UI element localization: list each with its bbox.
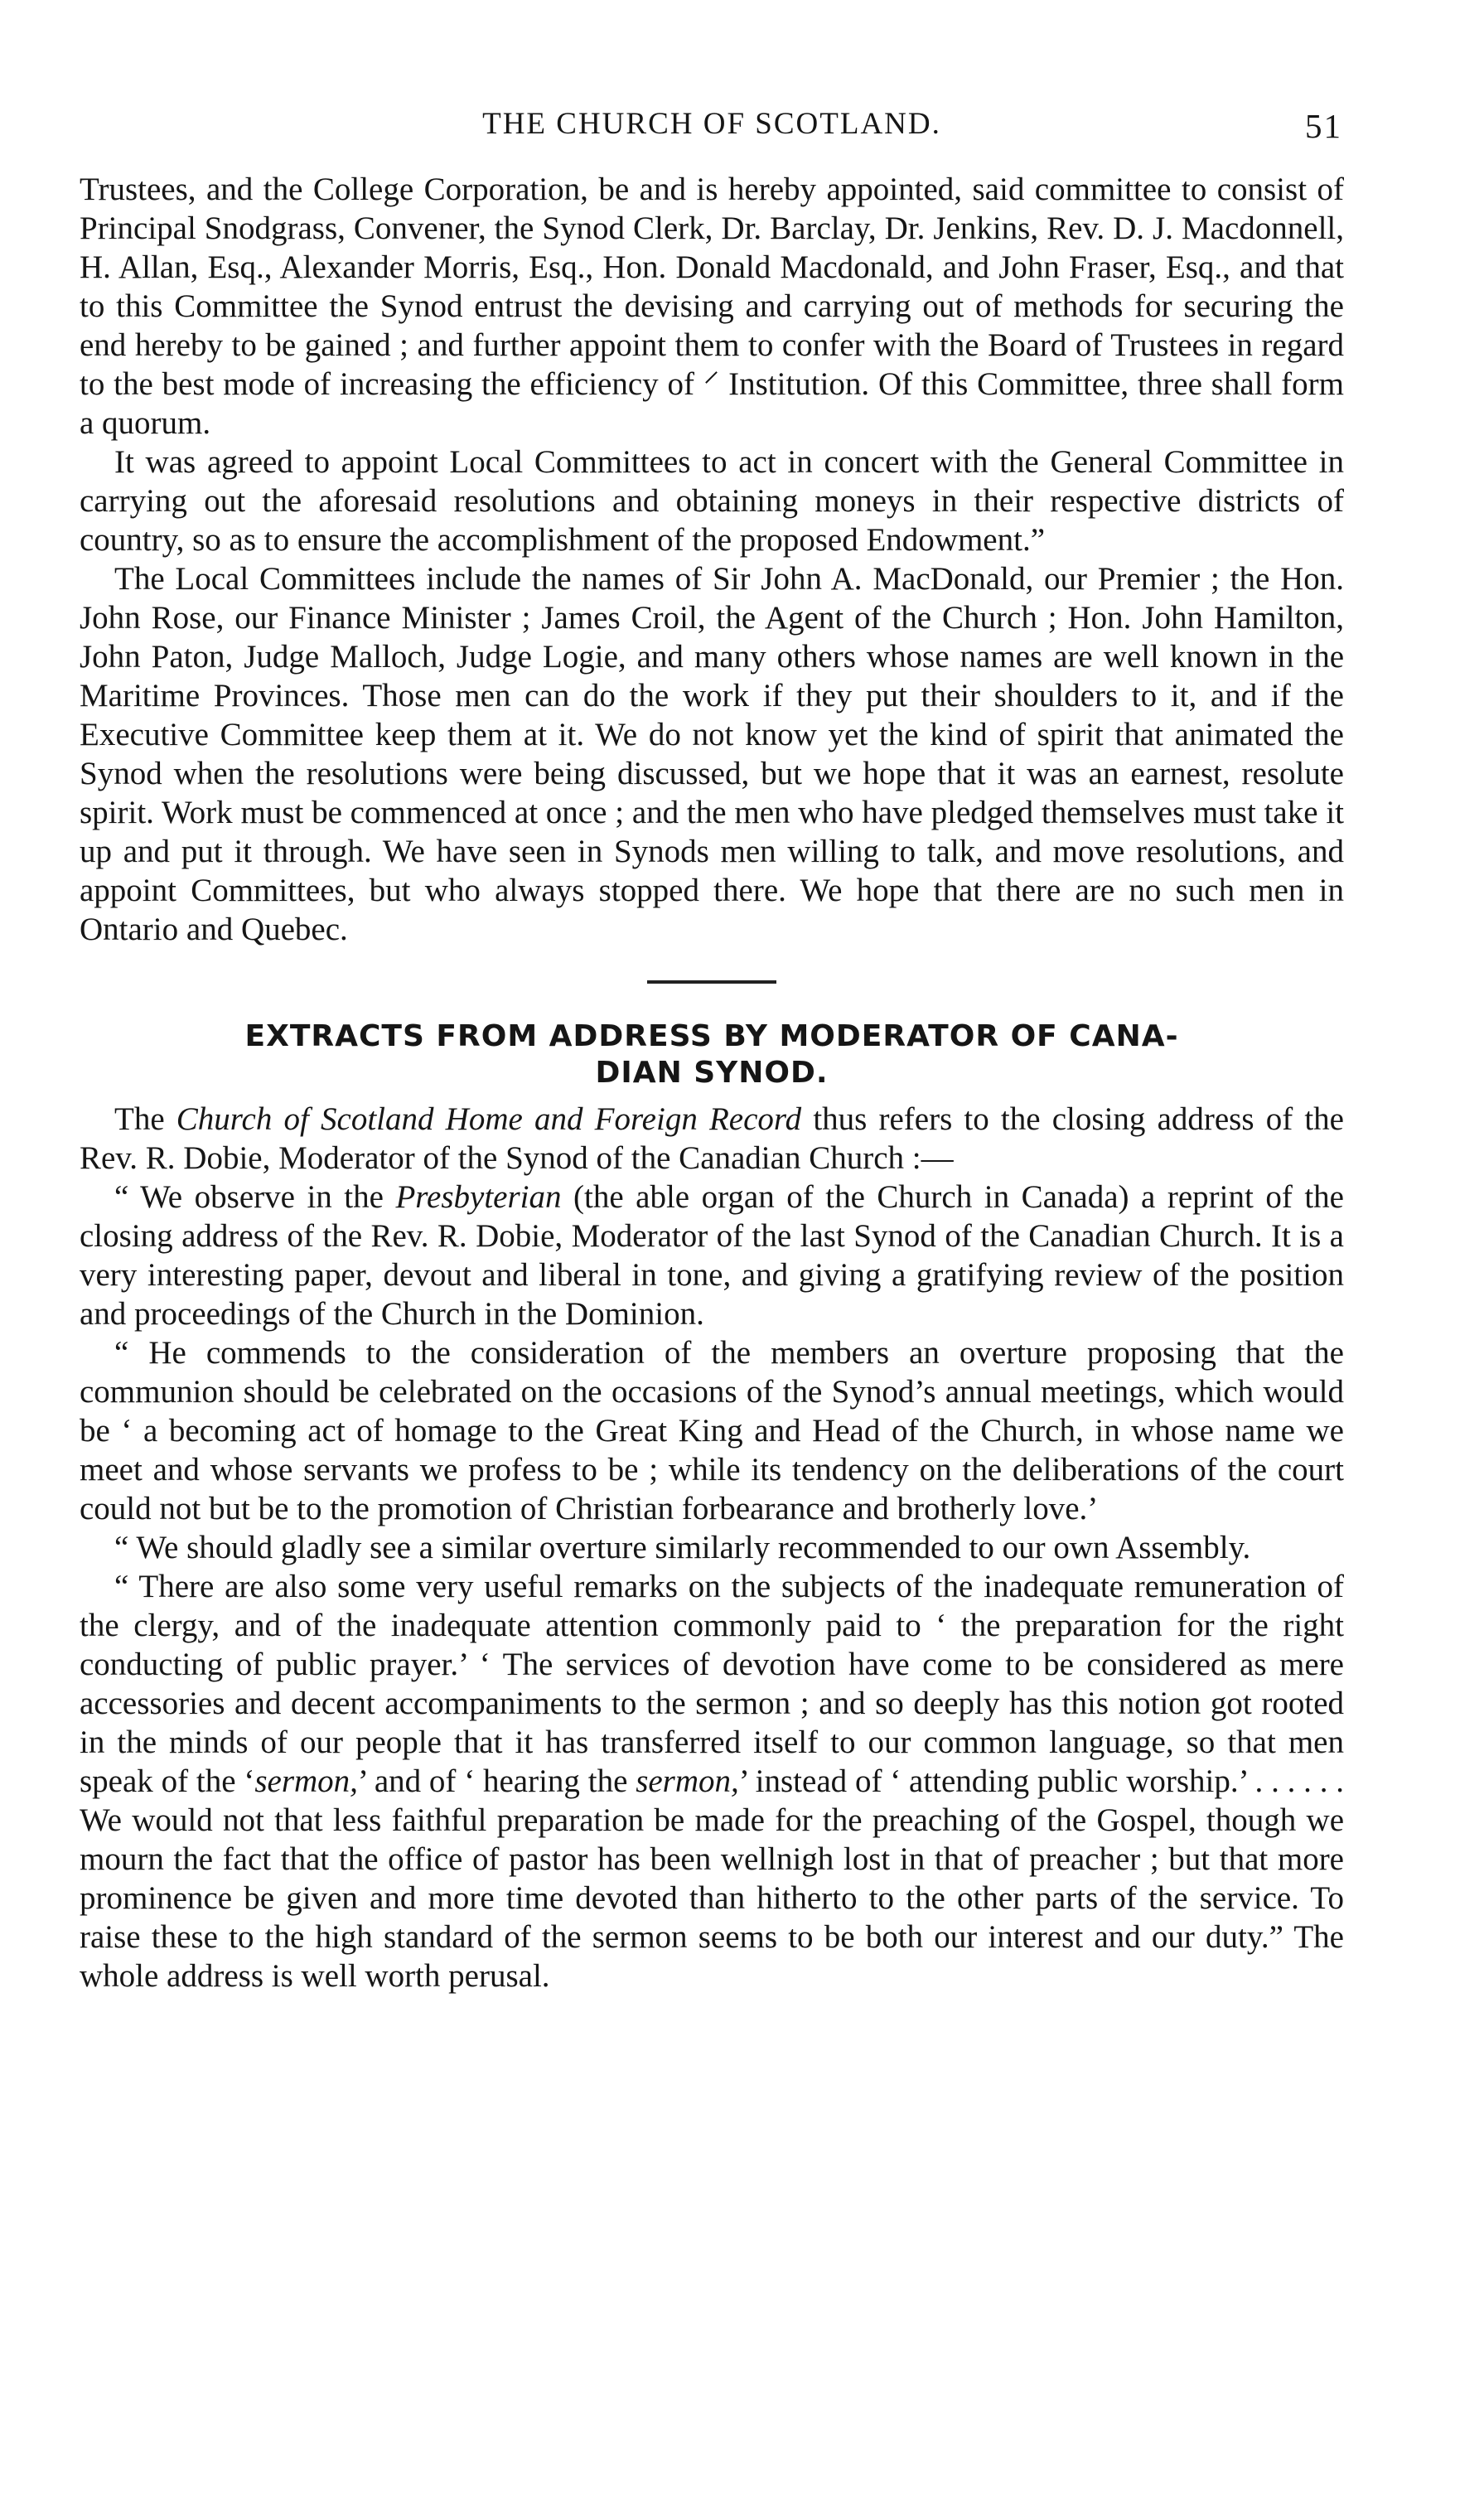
quote1-text-2: (the able organ of the Church in Canada) a reprint of the closing address of the Rev. R. Dobie, Moderator of the last Synod of the Canadian Church. It is a very interesting paper, devout and liberal in tone, and giving a gratifying review of the position and proceedings of the Church in the Dominion.: [80, 1179, 1344, 1332]
paragraph-quote-3: “ We should gladly see a similar overture similarly recommended to our own Assembly.: [114, 1530, 1251, 1565]
paragraph-quote-4: [80, 1567, 1344, 1995]
quote1-publication-title: Presbyterian: [395, 1179, 562, 1215]
quote1-text-1: “ We observe in the: [114, 1179, 396, 1215]
running-head: [81, 106, 1342, 156]
paragraph-intro: [80, 1100, 1344, 1178]
page-number: 51: [1305, 107, 1342, 145]
quote4-text-1: “ There are also some very useful remarks on the subjects of the inadequate remuneration of the clergy, and of the inadequate attention commonly paid to ‘ the preparation for the right conducting of public prayer.’ ‘ The services of devotion have come to be considered as mere accessories and decent accompaniments to the sermon ; and so deeply has this notion got rooted in the minds of our people that it has transferred itself to our common language, so that men speak of the ‘: [80, 1569, 1344, 1799]
page-body: [80, 170, 1344, 1995]
paragraph-quote-2: “ He commends to the consideration of the members an overture proposing that the communion should be celebrated on the occasions of the Synod’s annual meetings, which would be ‘ a becoming act of homage to the Great King and Head of the Church, in whose name we meet and whose servants we profess to be ; while its tendency on the deliberations of the court could not but be to the promotion of Christian forbearance and brotherly love.’: [80, 1335, 1344, 1526]
intro-text-1: The: [114, 1101, 176, 1137]
paragraph-local-committees: It was agreed to appoint Local Committees to act in concert with the General Committee in carrying out the aforesaid resolutions and obtaining moneys in their respective districts of country, so as to ensure the accomplishment of the proposed Endowment.”: [80, 444, 1344, 558]
paragraph-continuation: Trustees, and the College Corporation, be and is hereby appointed, said committee to consist of Principal Snodgrass, Convener, the Synod Clerk, Dr. Barclay, Dr. Jenkins, Rev. D. J. Macdonnell, H. Allan, Esq., Alexander Morris, Esq., Hon. Donald Macdonald, and John Fraser, Esq., and that to this Committee the Synod entrust the devising and carrying out of methods for securing the end hereby to be gained ; and further appoint them to confer with the Board of Trustees in regard to the best mode of increasing the efficiency of ⸍ Institution. Of this Committee, three shall form a quorum.: [80, 172, 1344, 441]
section-heading-line1: EXTRACTS FROM ADDRESS BY MODERATOR OF CANA-: [244, 1019, 1179, 1053]
quote4-text-2: ’ and of ‘ hearing the: [357, 1763, 636, 1799]
section-heading-line2: DIAN SYNOD.: [595, 1056, 829, 1090]
quote4-italic-2: sermon,: [636, 1763, 739, 1799]
intro-text-2: thus refers to the closing address of the Rev. R. Dobie, Moderator of the Synod of the Canadian Church :—: [80, 1101, 1344, 1176]
section-heading: [80, 1018, 1344, 1091]
running-title: THE CHURCH OF SCOTLAND.: [482, 107, 941, 141]
section-divider: [647, 980, 776, 984]
quote4-text-3: ’ instead of ‘ attending public worship.’ . . . . . . We would not that less faithful preparation be made for the preaching of the Gospel, though we mourn the fact that the office of pastor has been wellnigh lost in that of preacher ; but that more prominence be given and more time devoted than hitherto to the other parts of the service. To raise these to the high standard of the sermon seems to be both our interest and our duty.” The whole address is well worth perusal.: [80, 1763, 1345, 1994]
paragraph-quote-1: [80, 1178, 1344, 1333]
quote4-italic-1: sermon,: [254, 1763, 358, 1799]
paragraph-committee-names: The Local Committees include the names of Sir John A. MacDonald, our Premier ; the Hon. John Rose, our Finance Minister ; James Croil, the Agent of the Church ; Hon. John Hamilton, John Paton, Judge Malloch, Judge Logie, and many others whose names are well known in the Maritime Provinces. Those men can do the work if they put their shoulders to it, and if the Executive Committee keep them at it. We do not know yet the kind of spirit that animated the Synod when the resolutions were being discussed, but we hope that it was an earnest, resolute spirit. Work must be commenced at once ; and the men who have pledged themselves must take it up and put it through. We have seen in Synods men willing to talk, and move resolutions, and appoint Committees, but who always stopped there. We hope that there are no such men in Ontario and Quebec.: [80, 561, 1344, 947]
intro-publication-title: Church of Scotland Home and Foreign Record: [176, 1101, 802, 1137]
